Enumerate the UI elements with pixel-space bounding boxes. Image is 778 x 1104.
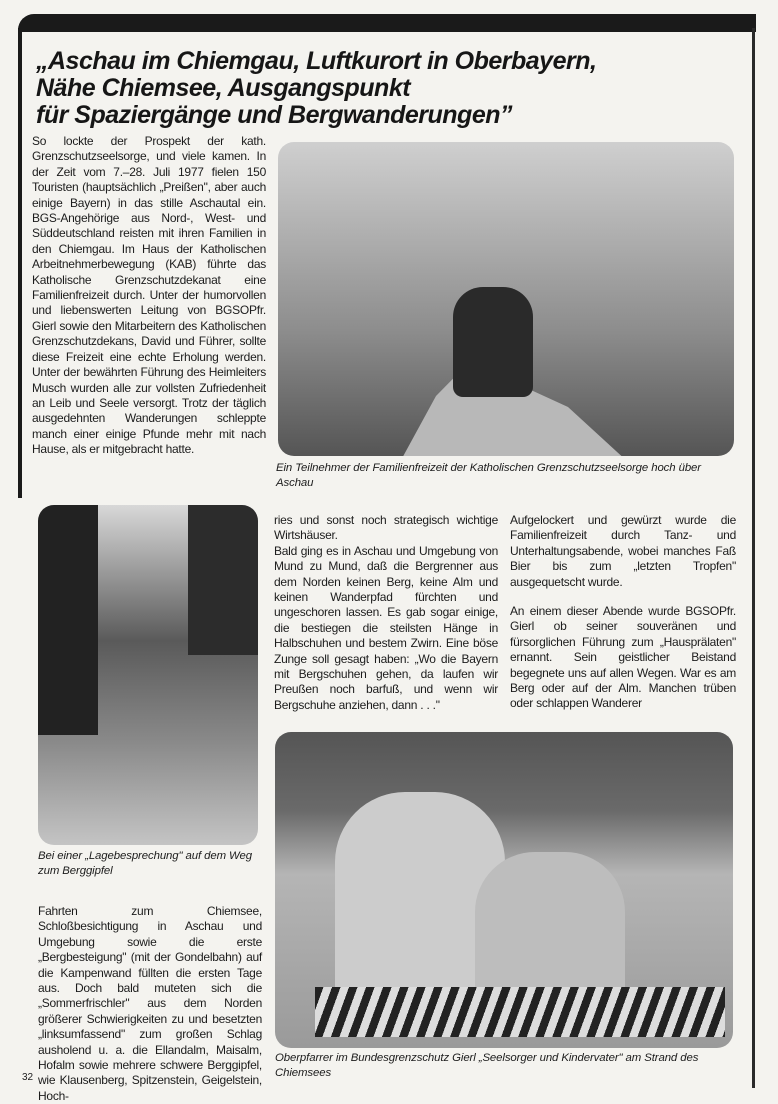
frame-right-rule (752, 28, 755, 1088)
caption-photo1: Ein Teilnehmer der Familienfreizeit der Katholischen Grenzschutzseelsorge hoch über Aschau (276, 462, 701, 489)
frame-left-rule (18, 28, 22, 498)
title-line-3: für Spaziergänge und Bergwanderungen” (36, 101, 512, 129)
middle-paragraph-2: Bald ging es in Aschau und Umgebung von Mund zu Mund, daß die Bergrenner aus dem Norden keinen Berg, keine Alm und keinen Wanderpfad fürchten und ungeschoren lassen. Es gab sogar einige, die bestiegen die steilsten Hänge in Halbschuhen und bestem Zwirn. Eine böse Zunge soll gesagt haben: „Wo die Bayern mit Bergschuhen gehen, da laufen wir Preußen noch barfuß, und wenn wir Bergschuhe anziehen, dann . . ." (274, 543, 498, 712)
caption-photo3: Oberpfarrer im Bundesgrenzschutz Gierl „Seelsorger und Kindervater" am Strand des Chiemsees (275, 1052, 699, 1079)
photo-hiker-on-rock (278, 142, 734, 456)
tree-right (188, 505, 258, 655)
right-column (510, 513, 736, 712)
intro-paragraph (32, 134, 266, 458)
middle-column (274, 513, 498, 713)
photo-beach-chiemsee (275, 732, 733, 1048)
striped-towel (315, 987, 725, 1037)
right-paragraph-2: An einem dieser Abende wurde BGSOPfr. Gierl ob seiner souveränen und fürsorglichen Führung zum „Hausprälaten" ernannt. Sein geistlicher Beistand begegnete uns auf allen Wegen. War es am Berg oder auf der Alm. Manchen trüben oder schlappen Wanderer (510, 604, 736, 711)
intro-text: So lockte der Prospekt der kath. Grenzschutzseelsorge, und viele kamen. In der Zeit vom 7.–28. Juli 1977 fielen 150 Touristen (hauptsächlich „Preißen", aber auch einige Bayern) in das stille Aschautal ein. BGS-Angehörige aus Nord-, West- und Süddeutschland reisten mit ihren Familien in den Chiemgau. Im Haus der Katholischen Arbeitnehmerbewegung (KAB) führte das Katholische Grenzschutzdekanat eine Familienfreizeit durch. Unter der humorvollen und liebenswerten Leitung von BGSOPfr. Gierl sowie den Mitarbeitern des Katholischen Grenzschutzdekans, David und Führer, sollte diese Freizeit eine echte Erholung werden. Unter der bewährten Führung des Heimleiters Musch wurden alle zur vollsten Zufriedenheit an Leib und Seele versorgt. Trotz der täglich ausgedehnten Wanderungen schleppte manch einer einige Pfunde mehr mit nach Hause, als er mitgebracht hatte. (32, 134, 266, 457)
page-number: 32 (22, 1072, 34, 1083)
hiker-figure (453, 287, 533, 397)
title-line-2: Nähe Chiemsee, Ausgangspunkt (36, 74, 411, 102)
title-line-1: „Aschau im Chiemgau, Luftkurort in Oberbayern, (36, 47, 597, 75)
tree-left (38, 505, 98, 735)
left-bottom-paragraph (38, 904, 262, 1104)
header-bar (18, 14, 756, 32)
caption-photo2: Bei einer „Lagebesprechung" auf dem Weg zum Berggipfel (38, 850, 252, 877)
middle-paragraph-1: ries und sonst noch strategisch wichtige Wirtshäuser. (274, 513, 498, 543)
article-title (36, 48, 746, 129)
photo-forest-path (38, 505, 258, 845)
left-bottom-text: Fahrten zum Chiemsee, Schloßbesichtigung in Aschau und Umgebung sowie die erste „Bergbesteigung" (mit der Gondelbahn) auf die Kampenwand füllten die ersten Tage aus. Doch bald muteten sich die „Sommerfrischler" aus dem Norden größerer Schwierigkeiten zu und besetzten „linksumfassend" zum großen Schlag ausholend u. a. die Ellandalm, Maisalm, Hofalm sowie mehrere schwere Berggipfel, wie Klausenberg, Spitzenstein, Geigelstein, Hoch- (38, 904, 262, 1103)
right-paragraph-1: Aufgelockert und gewürzt wurde die Familienfreizeit durch Tanz- und Unterhaltungsabende, wobei manches Faß Bier bis zum „letzten Tropfen" ausgequetscht wurde. (510, 513, 736, 589)
